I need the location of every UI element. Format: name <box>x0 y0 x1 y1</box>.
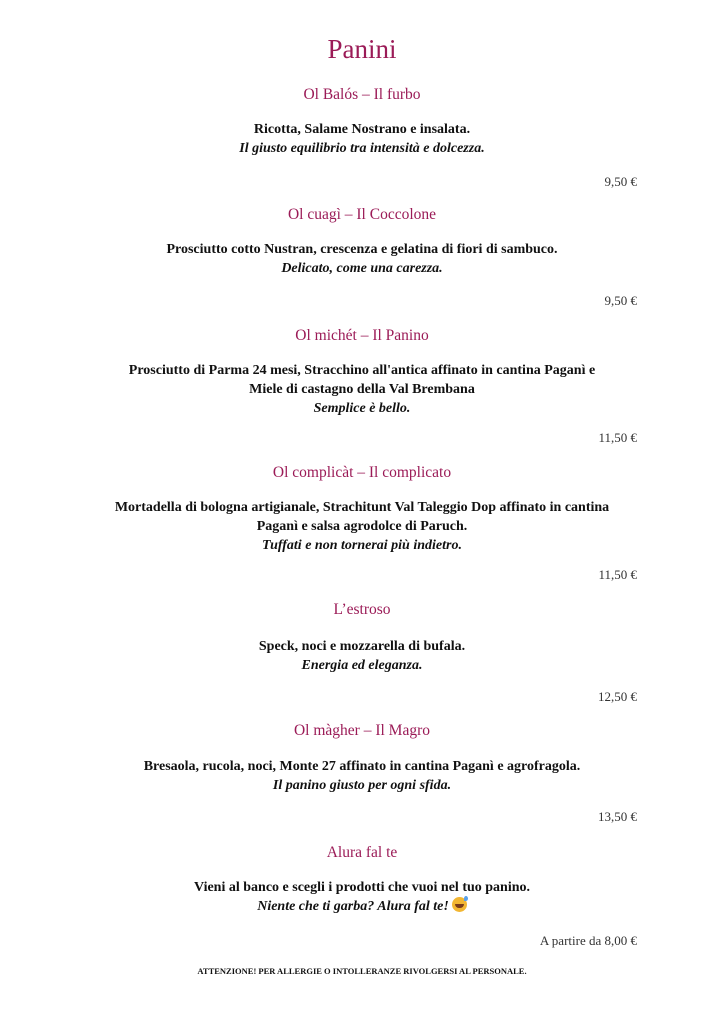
item-name: Ol màgher – Il Magro <box>293 722 431 739</box>
tagline: Il giusto equilibrio tra intensità e dolcezza. <box>239 141 485 156</box>
item-description <box>0 240 724 278</box>
ingredients-line: Speck, noci e mozzarella di bufala. <box>258 639 466 654</box>
tagline: Semplice è bello. <box>313 401 411 416</box>
item-price: 9,50 € <box>604 293 637 308</box>
item-description <box>0 878 724 916</box>
tagline: Delicato, come una carezza. <box>281 261 443 276</box>
tagline: Tuffati e non tornerai più indietro. <box>262 538 462 553</box>
item-description <box>0 120 724 158</box>
item-price: 11,50 € <box>598 430 637 445</box>
item-name: Ol complicàt – Il complicato <box>272 464 452 481</box>
item-name: Ol michét – Il Panino <box>295 327 429 344</box>
item-name: Alura fal te <box>326 844 398 861</box>
item-description <box>0 498 724 555</box>
tagline: Niente che ti garba? Alura fal te! <box>257 899 449 914</box>
ingredients-line: Miele di castagno della Val Brembana <box>249 382 475 397</box>
page-title: Panini <box>327 34 397 64</box>
item-description <box>0 637 724 675</box>
ingredients-line: Prosciutto di Parma 24 mesi, Stracchino all'antica affinato in cantina Paganì e <box>128 363 596 378</box>
item-description <box>0 757 724 795</box>
item-name: L’estroso <box>333 601 391 618</box>
item-price: A partire da 8,00 € <box>539 933 637 948</box>
item-name: Ol Balós – Il furbo <box>303 86 421 103</box>
tagline: Energia ed eleganza. <box>301 658 423 673</box>
item-price: 9,50 € <box>604 174 637 189</box>
tagline-row <box>0 897 724 916</box>
grinning-sweat-emoji-icon <box>452 897 467 912</box>
ingredients-line: Paganì e salsa agrodolce di Paruch. <box>256 519 468 534</box>
ingredients-line: Vieni al banco e scegli i prodotti che vuoi nel tuo panino. <box>193 880 531 895</box>
item-name: Ol cuagì – Il Coccolone <box>287 206 437 223</box>
ingredients-line: Mortadella di bologna artigianale, Strachitunt Val Taleggio Dop affinato in cantina <box>114 500 610 515</box>
item-description <box>0 361 724 418</box>
tagline: Il panino giusto per ogni sfida. <box>272 778 452 793</box>
allergy-notice: ATTENZIONE! PER ALLERGIE O INTOLLERANZE RIVOLGERSI AL PERSONALE. <box>197 966 527 976</box>
ingredients-line: Prosciutto cotto Nustran, crescenza e gelatina di fiori di sambuco. <box>166 242 558 257</box>
item-price: 12,50 € <box>598 689 637 704</box>
ingredients-line: Bresaola, rucola, noci, Monte 27 affinato in cantina Paganì e agrofragola. <box>143 759 581 774</box>
item-price: 13,50 € <box>598 809 637 824</box>
ingredients-line: Ricotta, Salame Nostrano e insalata. <box>253 122 471 137</box>
item-price: 11,50 € <box>598 567 637 582</box>
